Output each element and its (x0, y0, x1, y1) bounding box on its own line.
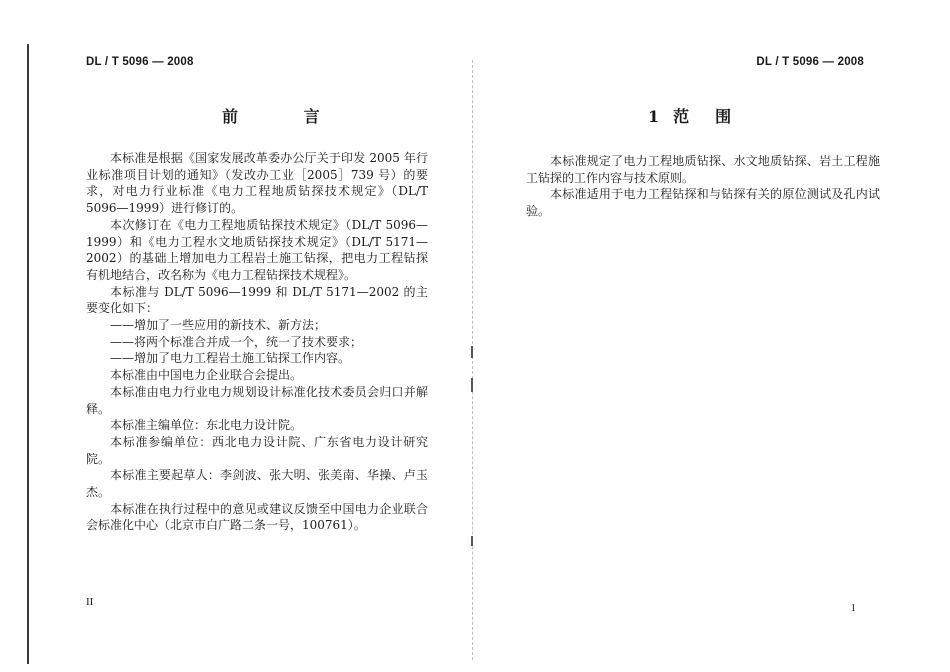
page-header: DL / T 5096 — 2008 (86, 56, 194, 68)
paragraph: 本标准参编单位：西北电力设计院、广东省电力设计研究院。 (86, 434, 428, 466)
fold-mark (471, 346, 473, 358)
fold-mark (471, 378, 473, 392)
page-fold (472, 60, 473, 660)
section-title-char: 范 (673, 107, 690, 126)
page-body (86, 150, 428, 534)
paragraph: 本标准由中国电力企业联合会提出。 (110, 368, 303, 383)
paragraph: 本标准适用于电力工程钻探和与钻探有关的原位测试及孔内试验。 (526, 187, 880, 219)
page-title: 前 言 (222, 107, 350, 126)
page-header: DL / T 5096 — 2008 (756, 56, 864, 68)
list-item: ——增加了电力工程岩土施工钻探工作内容。 (110, 351, 351, 366)
paragraph: 本标准主编单位：东北电力设计院。 (110, 418, 303, 433)
right-page (500, 0, 880, 672)
left-page (40, 0, 440, 672)
section-number: 1 (648, 107, 660, 126)
paragraph: 本标准主要起草人：李剑波、张大明、张美南、华操、卢玉杰。 (86, 468, 428, 500)
page-number: 1 (850, 602, 856, 614)
paragraph: 本标准规定了电力工程地质钻探、水文地质钻探、岩土工程施工钻探的工作内容与技术原则。 (526, 154, 880, 185)
paragraph: 本标准与 DL/T 5096—1999 和 DL/T 5171—2002 的主要变化如下： (86, 284, 428, 316)
fold-mark (471, 536, 473, 546)
list-item: ——将两个标准合并成一个，统一了技术要求； (110, 334, 363, 349)
page-number: II (86, 596, 94, 608)
paragraph: 本标准由电力行业电力规划设计标准化技术委员会归口并解释。 (86, 384, 428, 416)
paragraph: 本次修订在《电力工程地质钻探技术规定》（DL/T 5096—1999）和《电力工程水文地质钻探技术规定》（DL/T 5171—2002）的基础上增加电力工程岩土施工钻探，把电力工程钻探有机地结合，改名称为《电力工程钻探技术规程》。 (86, 217, 428, 282)
section-title (648, 104, 731, 127)
paragraph: 本标准在执行过程中的意见或建议反馈至中国电力企业联合会标准化中心（北京市白广路二条一号，100761）。 (86, 501, 428, 533)
page-body (526, 153, 880, 220)
list-item: ——增加了一些应用的新技术、新方法； (110, 318, 327, 333)
paragraph: 本标准是根据《国家发展改革委办公厅关于印发 2005 年行业标准项目计划的通知》（发改办工业［2005］739 号）的要求，对电力行业标准《电力工程地质钻探技术规定》（DL/T 5096—1999）进行修订的。 (86, 151, 428, 216)
binding-edge-line (27, 44, 29, 664)
section-title-char: 围 (715, 107, 732, 126)
